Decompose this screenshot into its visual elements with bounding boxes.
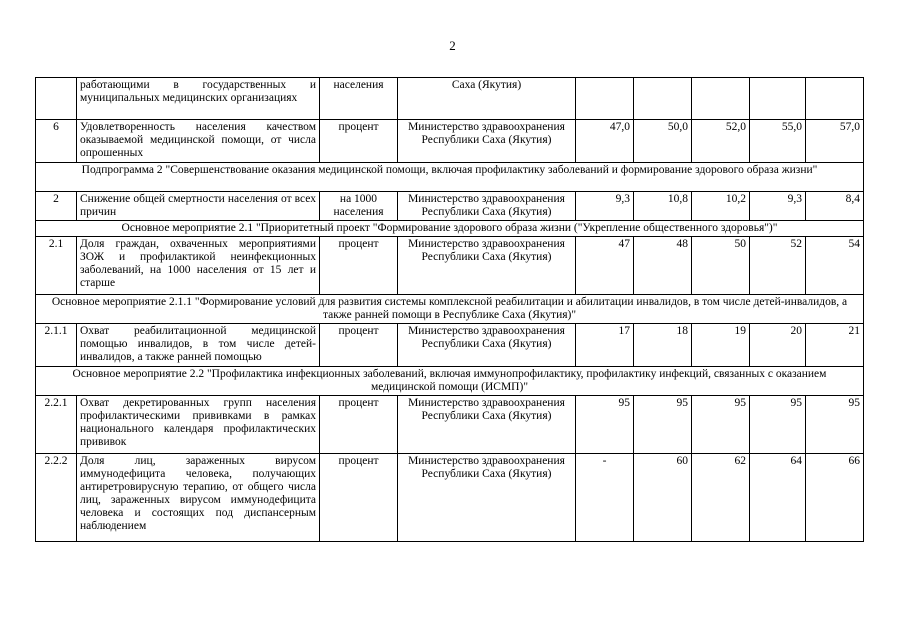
responsible-org: Министерство здравоохранения Республики Саха (Якутия) — [398, 324, 576, 367]
table-row — [36, 454, 864, 542]
value-cell: 60 — [634, 454, 692, 542]
row-number: 6 — [36, 120, 77, 163]
unit-cell: на 1000 населения — [320, 192, 398, 221]
value-cell — [692, 78, 750, 120]
value-cell — [806, 78, 864, 120]
unit-cell: процент — [320, 324, 398, 367]
responsible-org: Министерство здравоохранения Республики Саха (Якутия) — [398, 192, 576, 221]
row-number: 2 — [36, 192, 77, 221]
section-title: Основное мероприятие 2.1 "Приоритетный проект "Формирование здорового образа жизни ("Укрепление общественного здоровья")" — [36, 221, 864, 237]
value-cell — [750, 78, 806, 120]
unit-cell: процент — [320, 454, 398, 542]
row-number — [36, 78, 77, 120]
unit-cell: населения — [320, 78, 398, 120]
indicator-name: Охват реабилитационной медицинской помощью инвалидов, в том числе детей-инвалидов, а также ранней помощью — [77, 324, 320, 367]
value-cell: 21 — [806, 324, 864, 367]
value-cell: 10,2 — [692, 192, 750, 221]
value-cell: 95 — [634, 396, 692, 454]
value-cell: 17 — [576, 324, 634, 367]
value-cell: 8,4 — [806, 192, 864, 221]
section-title: Основное мероприятие 2.1.1 "Формирование условий для развития системы комплексной реабилитации и абилитации инвалидов, в том числе детей-инвалидов, а также ранней помощи в Республике Саха (Якутия)" — [36, 295, 864, 324]
table-row — [36, 192, 864, 221]
table-row — [36, 120, 864, 163]
value-cell: 57,0 — [806, 120, 864, 163]
indicator-name: Удовлетворенность населения качеством оказываемой медицинской помощи, от числа опрошенных — [77, 120, 320, 163]
responsible-org: Министерство здравоохранения Республики Саха (Якутия) — [398, 120, 576, 163]
responsible-org: Министерство здравоохранения Республики Саха (Якутия) — [398, 396, 576, 454]
section-row — [36, 367, 864, 396]
value-cell: 50 — [692, 237, 750, 295]
row-number: 2.1.1 — [36, 324, 77, 367]
value-cell: 95 — [806, 396, 864, 454]
table-row — [36, 237, 864, 295]
row-number: 2.1 — [36, 237, 77, 295]
row-number: 2.2.2 — [36, 454, 77, 542]
value-cell: 66 — [806, 454, 864, 542]
row-number: 2.2.1 — [36, 396, 77, 454]
value-cell: 95 — [576, 396, 634, 454]
value-cell — [634, 78, 692, 120]
section-title: Подпрограмма 2 "Совершенствование оказания медицинской помощи, включая профилактику заболеваний и формирование здорового образа жизни" — [36, 163, 864, 192]
table-row — [36, 396, 864, 454]
value-cell: 9,3 — [750, 192, 806, 221]
section-row — [36, 295, 864, 324]
responsible-org: Министерство здравоохранения Республики Саха (Якутия) — [398, 237, 576, 295]
page-number: 2 — [449, 38, 456, 53]
value-cell: 10,8 — [634, 192, 692, 221]
unit-cell: процент — [320, 120, 398, 163]
value-cell: 18 — [634, 324, 692, 367]
unit-cell: процент — [320, 396, 398, 454]
section-row — [36, 221, 864, 237]
responsible-org: Министерство здравоохранения Республики Саха (Якутия) — [398, 454, 576, 542]
section-row — [36, 163, 864, 192]
section-title: Основное мероприятие 2.2 "Профилактика инфекционных заболеваний, включая иммунопрофилактику, профилактику инфекций, связанных с оказанием медицинской помощи (ИСМП)" — [36, 367, 864, 396]
value-cell: 55,0 — [750, 120, 806, 163]
value-cell: 9,3 — [576, 192, 634, 221]
value-cell: 20 — [750, 324, 806, 367]
value-cell: 19 — [692, 324, 750, 367]
indicator-name: Доля граждан, охваченных мероприятиями ЗОЖ и профилактикой неинфекционных заболеваний, на 1000 населения от 15 лет и старше — [77, 237, 320, 295]
value-cell: 47,0 — [576, 120, 634, 163]
indicator-name: Снижение общей смертности населения от всех причин — [77, 192, 320, 221]
indicator-name: Охват декретированных групп населения профилактическими прививками в рамках национального календаря профилактических прививок — [77, 396, 320, 454]
value-cell: 47 — [576, 237, 634, 295]
value-cell: 95 — [692, 396, 750, 454]
indicator-name: Доля лиц, зараженных вирусом иммунодефицита человека, получающих антиретровирусную терапию, от общего числа лиц, зараженных вирусом иммунодефицита человека и состоящих под диспансерным наблюдением — [77, 454, 320, 542]
value-cell: 54 — [806, 237, 864, 295]
value-cell: 95 — [750, 396, 806, 454]
value-cell: 52,0 — [692, 120, 750, 163]
responsible-org: Саха (Якутия) — [398, 78, 576, 120]
table-body — [36, 78, 864, 542]
value-cell: 50,0 — [634, 120, 692, 163]
indicators-table — [35, 77, 864, 542]
table-row — [36, 324, 864, 367]
table-row — [36, 78, 864, 120]
value-cell: 48 — [634, 237, 692, 295]
value-cell: 52 — [750, 237, 806, 295]
value-cell: - — [576, 454, 634, 542]
value-cell — [576, 78, 634, 120]
unit-cell: процент — [320, 237, 398, 295]
indicator-name: работающими в государственных и муниципальных медицинских организациях — [77, 78, 320, 120]
value-cell: 64 — [750, 454, 806, 542]
value-cell: 62 — [692, 454, 750, 542]
